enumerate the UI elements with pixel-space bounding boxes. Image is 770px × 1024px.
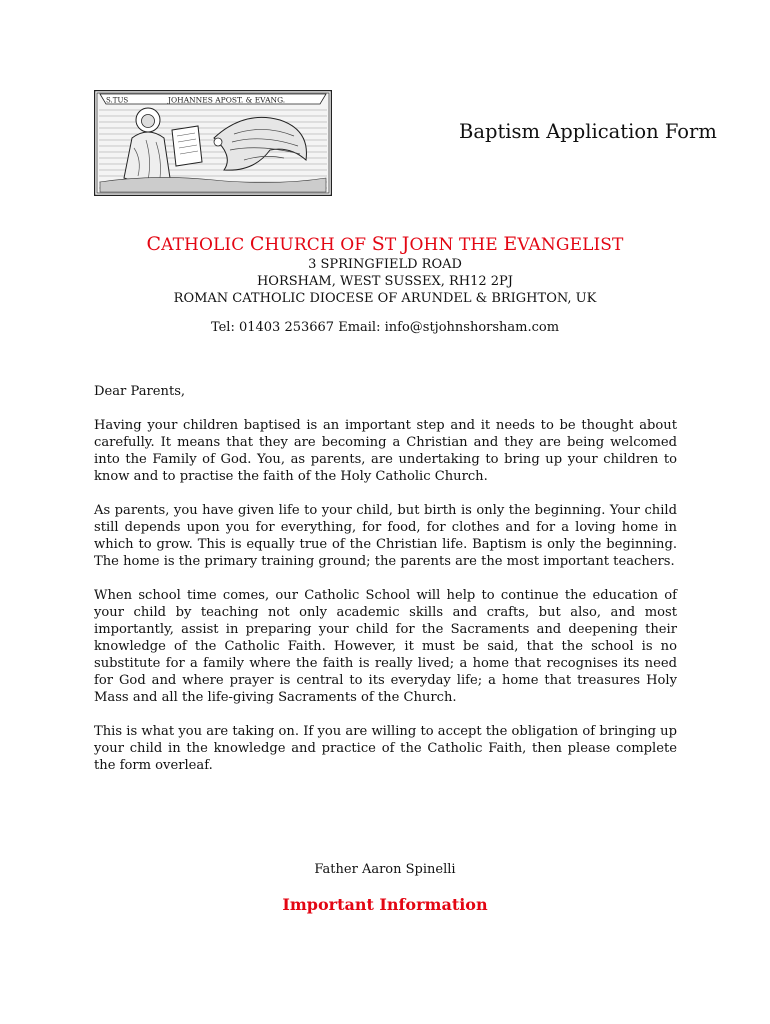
church-crest-image bbox=[94, 90, 332, 196]
form-title: Baptism Application Form bbox=[459, 120, 717, 143]
contact-details: Tel: 01403 253667 Email: info@stjohnshorsham.com bbox=[210, 320, 560, 335]
address-line-1: 3 SPRINGFIELD ROAD bbox=[308, 257, 462, 272]
crest-inscription-left: S.TUS bbox=[106, 96, 129, 105]
crest-inscription-right: JOHANNES APOST. & EVANG. bbox=[168, 95, 286, 105]
paragraph-3: When school time comes, our Catholic School will help to continue the education of your child by teaching not only academic skills and crafts, but also, and most importantly, assist in preparing your child for the Sacraments and deepening their knowledge of the Catholic Faith. However, it must be said, that the school is no substitute for a family where the faith is really lived; a home that recognises its need for God and where prayer is central to its everyday life; a home that treasures Holy Mass and all the life-giving Sacraments of the Church. bbox=[94, 588, 677, 705]
important-information-heading: Important Information bbox=[282, 895, 488, 914]
paragraph-2: As parents, you have given life to your child, but birth is only the beginning. Your child still depends upon you for everything, for food, for clothes and for a loving home in which to grow. This is equally true of the Christian life. Baptism is only the beginning. The home is the primary training ground; the parents are the most important teachers. bbox=[94, 503, 677, 569]
paragraph-4: This is what you are taking on. If you are willing to accept the obligation of bringing up your child in the knowledge and practice of the Catholic Faith, then please complete the form overleaf. bbox=[94, 724, 677, 773]
signature: Father Aaron Spinelli bbox=[314, 862, 456, 877]
address-line-2: HORSHAM, WEST SUSSEX, RH12 2PJ bbox=[256, 274, 514, 289]
salutation: Dear Parents, bbox=[94, 384, 186, 399]
address-line-3: ROMAN CATHOLIC DIOCESE OF ARUNDEL & BRIGHTON, UK bbox=[173, 291, 597, 306]
letter-body bbox=[94, 383, 677, 791]
church-name: CATHOLIC CHURCH OF ST JOHN THE EVANGELIST bbox=[146, 233, 624, 255]
church-header bbox=[0, 233, 770, 335]
paragraph-1: Having your children baptised is an important step and it needs to be thought about carefully. It means that they are becoming a Christian and they are being welcomed into the Family of God. You, as parents, are undertaking to bring up your children to know and to practise the faith of the Holy Catholic Church. bbox=[94, 418, 677, 484]
